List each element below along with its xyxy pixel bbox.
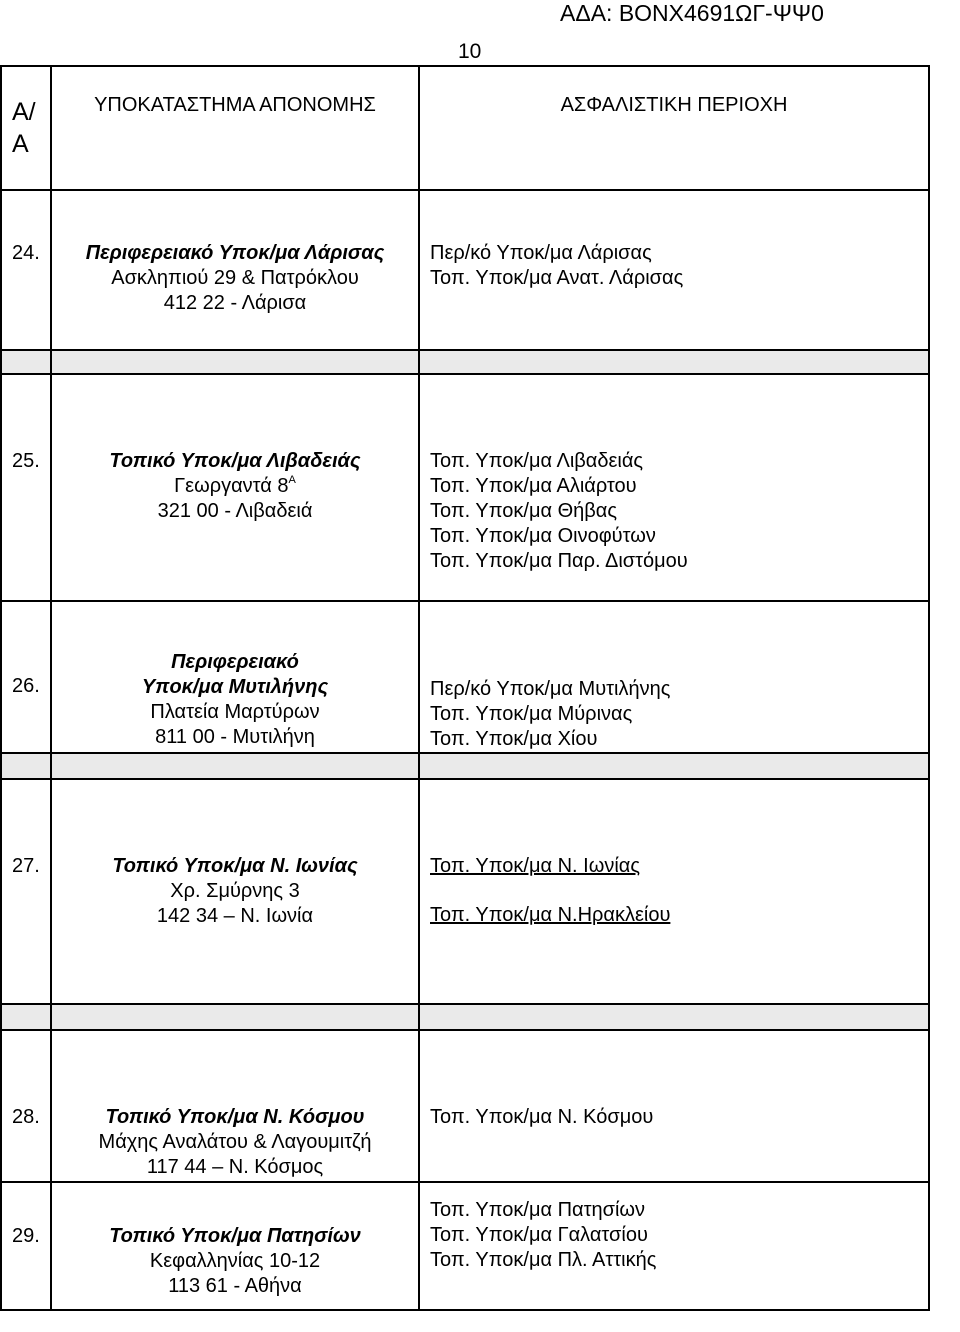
branch-postcode: 811 00 - Μυτιλήνη xyxy=(155,726,315,748)
separator-cell xyxy=(419,753,929,779)
separator-cell xyxy=(51,753,419,779)
separator-cell xyxy=(51,350,419,374)
separator-row xyxy=(1,350,929,374)
branch-title: Τοπικό Υποκ/μα Ν. Ιωνίας xyxy=(112,855,358,877)
separator-row xyxy=(1,753,929,779)
area-item: Τοπ. Υποκ/μα Ν.Ηρακλείου xyxy=(430,904,671,926)
branch-postcode: 142 34 – Ν. Ιωνία xyxy=(156,905,314,927)
ada-code: ΑΔΑ: ΒΟΝΧ4691ΩΓ-ΨΨ0 xyxy=(560,0,824,26)
branches-table xyxy=(0,65,930,1311)
row-number: 28. xyxy=(1,1030,51,1182)
branch-title: Περιφερειακό xyxy=(171,651,299,673)
branch-title: Περιφερειακό Υποκ/μα Λάρισας xyxy=(85,242,385,264)
separator-cell xyxy=(419,1004,929,1030)
table-row xyxy=(1,374,929,601)
row-number: 26. xyxy=(1,601,51,753)
branch-address: Γεωργαντά $8^A$ xyxy=(174,474,296,497)
branch-cell xyxy=(51,779,419,1004)
page-number: 10 xyxy=(458,40,482,63)
branch-address: Ασκληπιού 29 & Πατρόκλου xyxy=(111,267,359,289)
branch-cell xyxy=(51,1030,419,1182)
branch-cell xyxy=(51,601,419,753)
branch-postcode: 412 22 - Λάρισα xyxy=(163,292,307,314)
area-item: Τοπ. Υποκ/μα Ανατ. Λάρισας xyxy=(430,267,684,289)
area-item: Τοπ. Υποκ/μα Ν. Κόσμου xyxy=(430,1106,654,1128)
row-number: 27. xyxy=(1,779,51,1004)
table-row xyxy=(1,190,929,350)
column-header-area: ΑΣΦΑΛΙΣΤΙΚΗ ΠΕΡΙΟΧΗ xyxy=(419,66,929,190)
branch-address: Πλατεία Μαρτύρων xyxy=(150,701,320,723)
area-item: Τοπ. Υποκ/μα Πλ. Αττικής xyxy=(430,1249,657,1271)
branch-cell xyxy=(51,190,419,350)
branch-address: Μάχης Αναλάτου & Λαγουμιτζή xyxy=(98,1131,372,1153)
separator-cell xyxy=(51,1004,419,1030)
area-item: Τοπ. Υποκ/μα Χίου xyxy=(430,728,598,750)
area-cell xyxy=(419,601,929,753)
table-header-row xyxy=(1,66,929,190)
area-item: Τοπ. Υποκ/μα Ν. Ιωνίας xyxy=(430,855,640,877)
branch-title: Τοπικό Υποκ/μα Πατησίων xyxy=(109,1225,361,1247)
table-row xyxy=(1,1182,929,1310)
area-cell xyxy=(419,1030,929,1182)
separator-cell xyxy=(419,350,929,374)
separator-row xyxy=(1,1004,929,1030)
branch-title: Τοπικό Υποκ/μα Λιβαδειάς xyxy=(109,450,361,472)
area-item: Τοπ. Υποκ/μα Οινοφύτων xyxy=(430,525,656,547)
table-row xyxy=(1,1030,929,1182)
separator-cell xyxy=(1,1004,51,1030)
area-cell xyxy=(419,1182,929,1310)
branch-address: Χρ. Σμύρνης 3 xyxy=(170,880,300,902)
row-number: 24. xyxy=(1,190,51,350)
branch-postcode: 113 61 - Αθήνα xyxy=(168,1275,302,1297)
branch-title: Τοπικό Υποκ/μα Ν. Κόσμου xyxy=(105,1106,365,1128)
row-number: 25. xyxy=(1,374,51,601)
branch-address: Κεφαλληνίας 10-12 xyxy=(149,1250,321,1272)
table-row xyxy=(1,779,929,1004)
address-superscript: Α xyxy=(288,474,296,486)
area-item: Τοπ. Υποκ/μα Γαλατσίου xyxy=(430,1224,648,1246)
row-number: 29. xyxy=(1,1182,51,1310)
area-item: Τοπ. Υποκ/μα Παρ. Διστόμου xyxy=(430,550,688,572)
branch-postcode: 321 00 - Λιβαδειά xyxy=(157,500,313,522)
table-row xyxy=(1,601,929,753)
area-item: Τοπ. Υποκ/μα Θήβας xyxy=(430,500,617,522)
branch-postcode: 117 44 – Ν. Κόσμος xyxy=(146,1156,324,1178)
branch-title: Υποκ/μα Μυτιλήνης xyxy=(141,676,329,698)
column-header-branch: ΥΠΟΚΑΤΑΣΤΗΜΑ ΑΠΟΝΟΜΗΣ xyxy=(51,66,419,190)
area-item: Τοπ. Υποκ/μα Μύρινας xyxy=(430,703,633,725)
area-item: Περ/κό Υποκ/μα Μυτιλήνης xyxy=(430,678,671,700)
area-item: Τοπ. Υποκ/μα Λιβαδειάς xyxy=(430,450,644,472)
area-item: Τοπ. Υποκ/μα Αλιάρτου xyxy=(430,475,637,497)
area-cell xyxy=(419,190,929,350)
separator-cell xyxy=(1,753,51,779)
separator-cell xyxy=(1,350,51,374)
area-item: Περ/κό Υποκ/μα Λάρισας xyxy=(430,242,652,264)
area-cell xyxy=(419,374,929,601)
area-item: Τοπ. Υποκ/μα Πατησίων xyxy=(430,1199,646,1221)
branch-cell xyxy=(51,1182,419,1310)
column-header-aa: Α/ Α xyxy=(1,66,51,190)
branch-cell xyxy=(51,374,419,601)
area-cell xyxy=(419,779,929,1004)
